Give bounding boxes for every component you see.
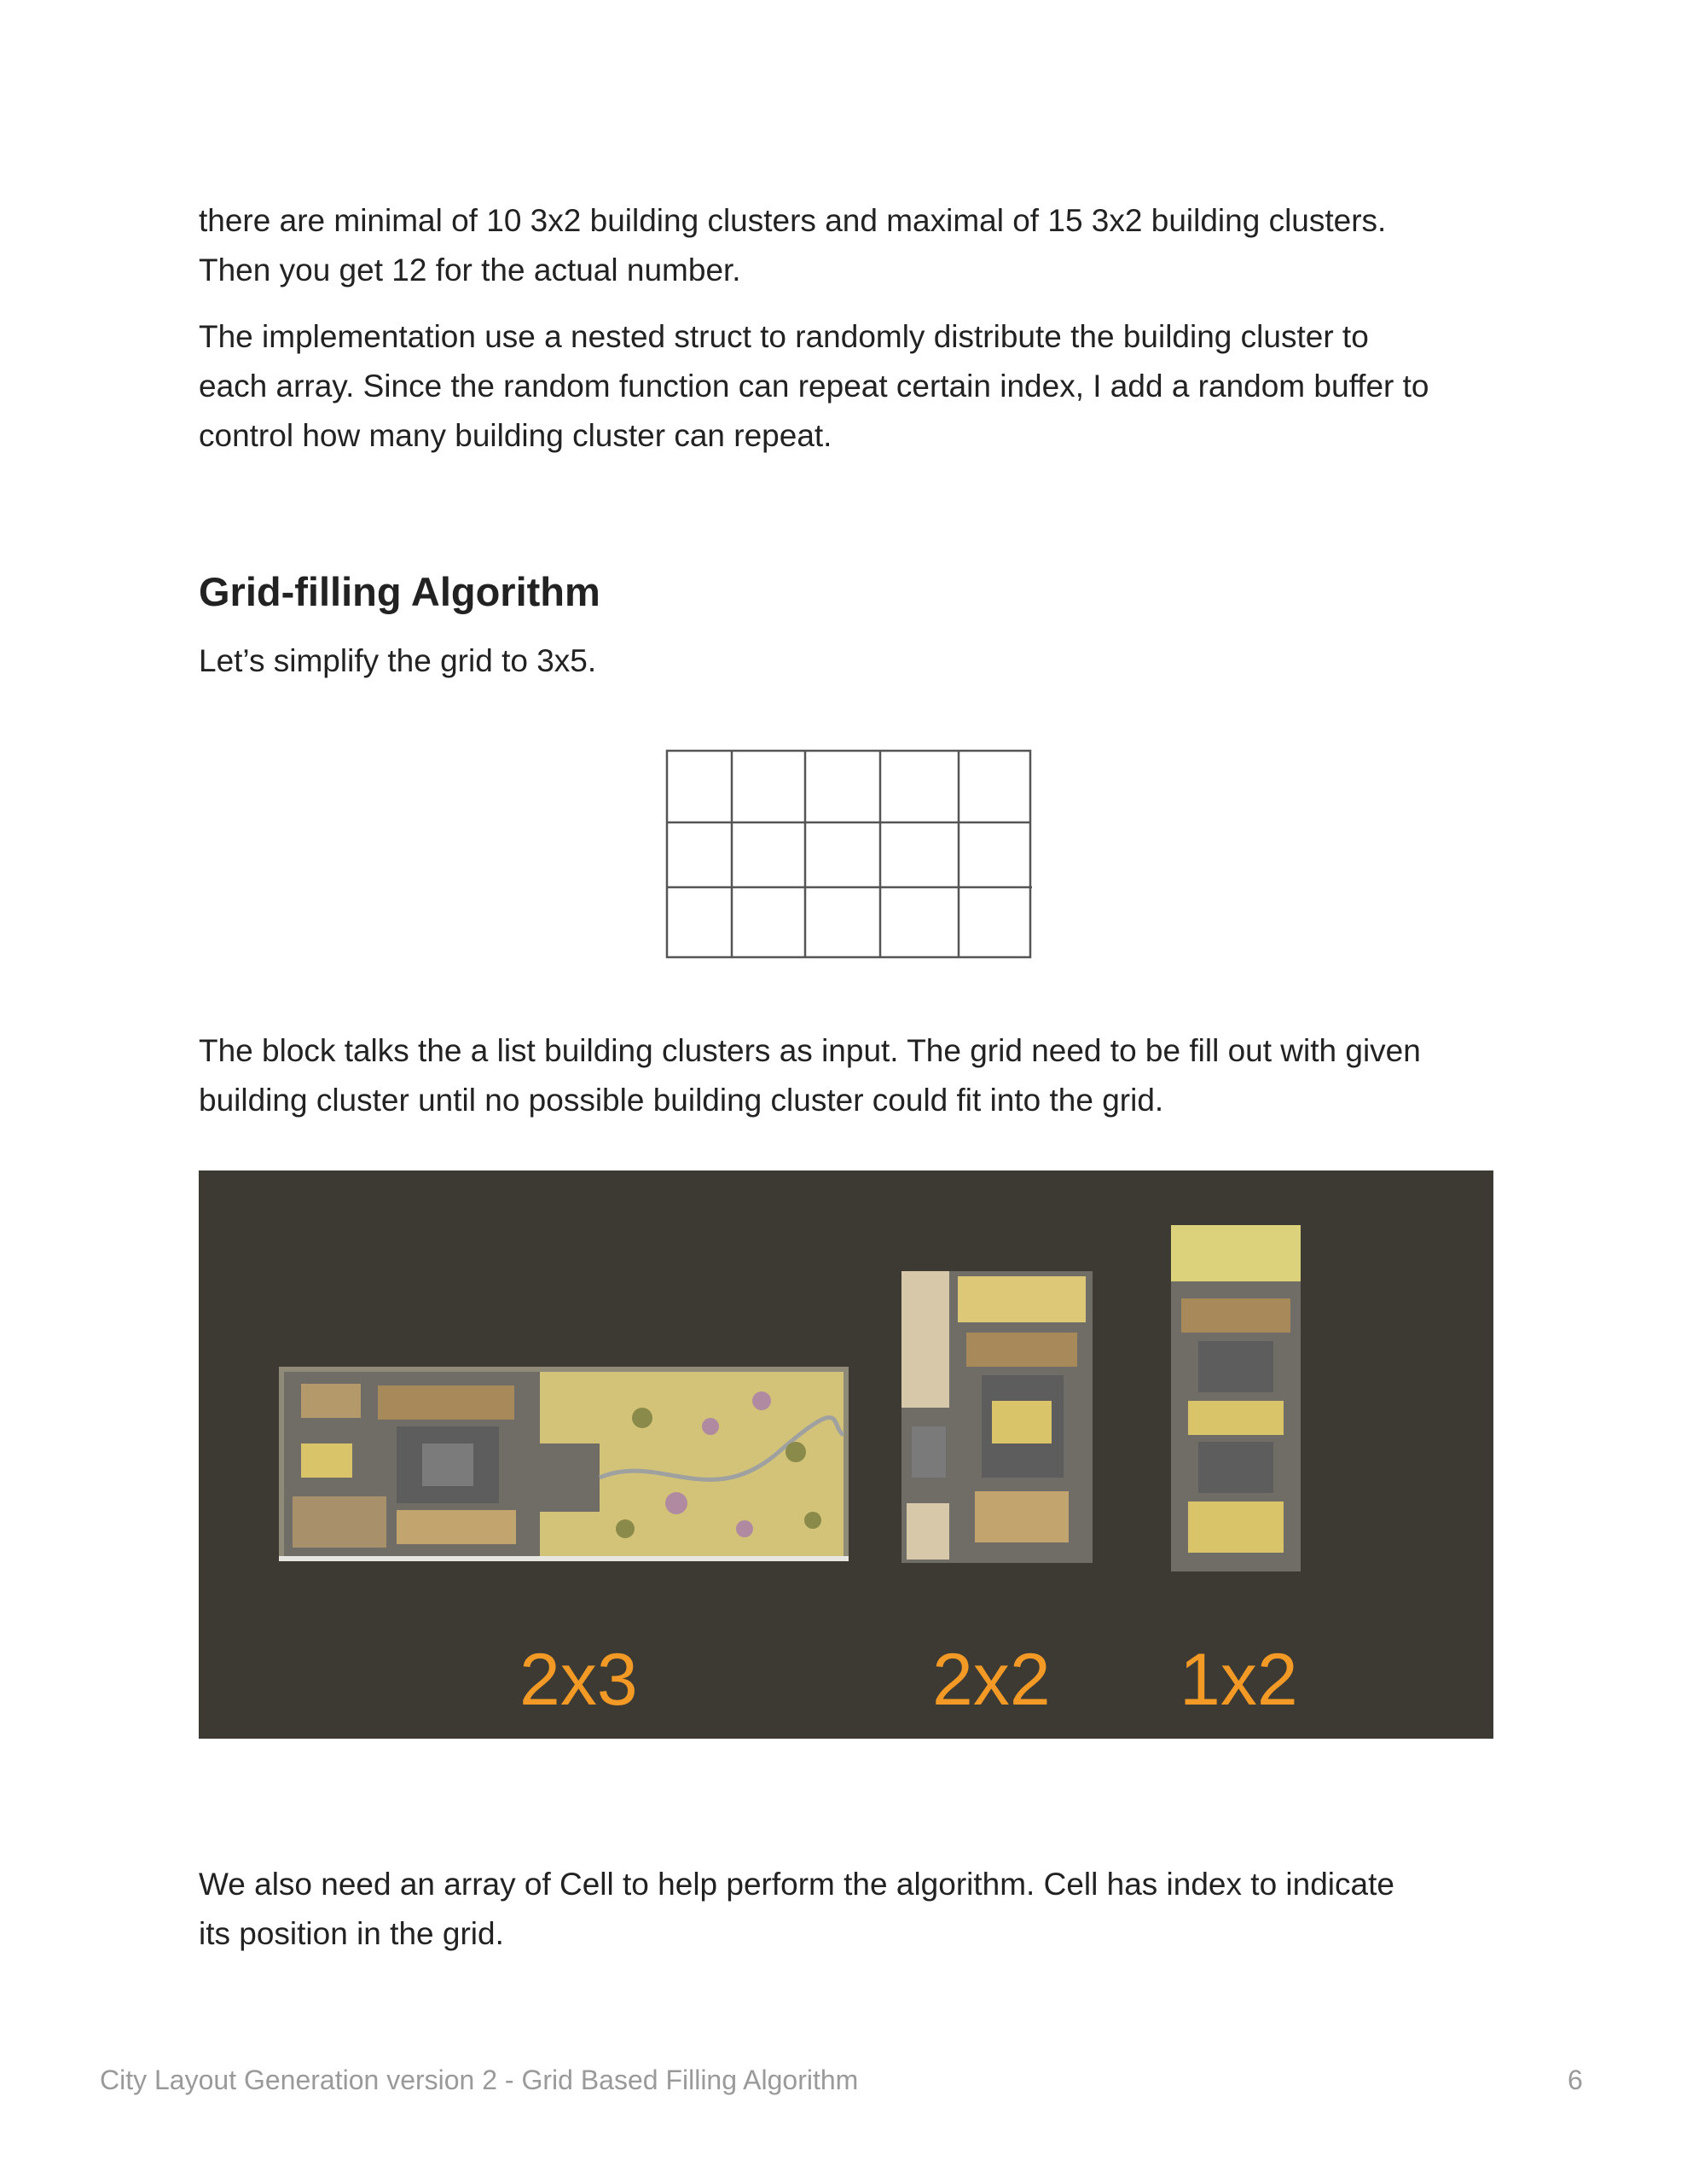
building-clusters-figure	[199, 1170, 1493, 1739]
paragraph-block-input	[199, 1026, 1495, 1125]
text-line: its position in the grid.	[199, 1916, 504, 1951]
paragraph-implementation	[199, 312, 1495, 461]
grid-3x5-figure	[657, 741, 1032, 962]
text-line: The implementation use a nested struct to randomly distribute the building cluster to	[199, 319, 1369, 354]
paragraph-cell-array	[199, 1860, 1495, 1959]
paragraph-simplify	[199, 636, 1495, 686]
section-heading: Grid-filling Algorithm	[199, 569, 600, 614]
footer-page-number: 6	[1568, 2065, 1583, 2095]
cluster-label-2x3: 2x3	[519, 1639, 638, 1721]
cluster-2x2-image	[901, 1271, 1093, 1563]
text-line: The block talks the a list building clusters as input. The grid need to be fill out with given	[199, 1033, 1421, 1068]
text-line: control how many building cluster can repeat.	[199, 418, 832, 453]
cluster-1x2-image	[1171, 1225, 1301, 1571]
text-line: building cluster until no possible building cluster could fit into the grid.	[199, 1083, 1164, 1118]
footer-title: City Layout Generation version 2 - Grid Based Filling Algorithm	[100, 2065, 859, 2095]
text-line: Let’s simplify the grid to 3x5.	[199, 643, 597, 678]
cluster-2x3-image	[279, 1367, 849, 1561]
text-line: each array. Since the random function can repeat certain index, I add a random buffer to	[199, 369, 1429, 404]
text-line: We also need an array of Cell to help perform the algorithm. Cell has index to indicate	[199, 1867, 1394, 1902]
cluster-label-2x2: 2x2	[932, 1639, 1051, 1721]
paragraph-cluster-count	[199, 196, 1495, 295]
grid-outline	[667, 751, 1030, 957]
text-line: there are minimal of 10 3x2 building clusters and maximal of 15 3x2 building clusters.	[199, 203, 1387, 238]
text-line: Then you get 12 for the actual number.	[199, 253, 741, 288]
cluster-label-1x2: 1x2	[1180, 1639, 1298, 1721]
